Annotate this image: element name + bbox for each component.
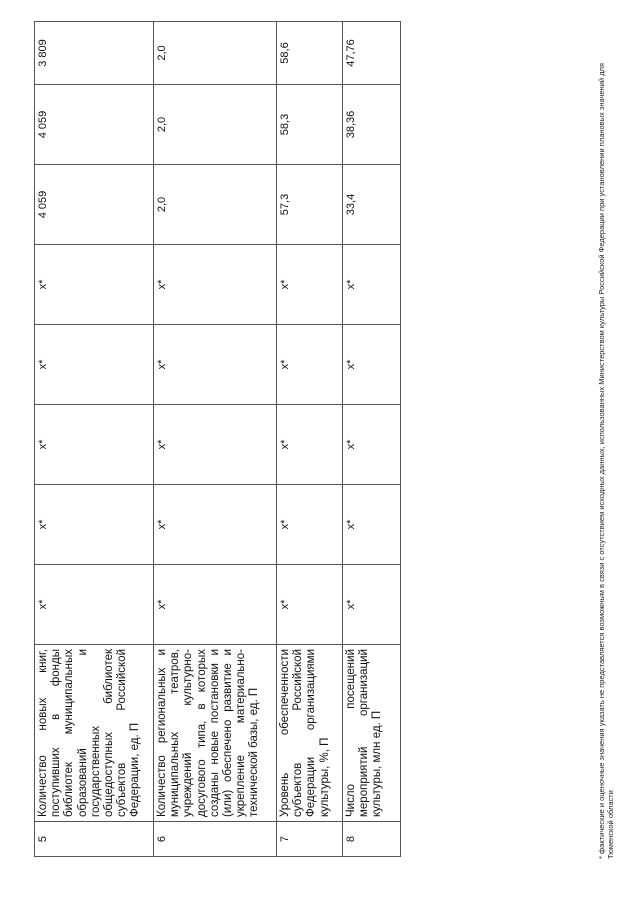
value-cell: x* (154, 405, 277, 485)
table-row (343, 22, 401, 857)
value-cell: 47,76 (343, 22, 401, 85)
value-cell: 2,0 (154, 85, 277, 165)
value-cell: x* (343, 565, 401, 645)
value-cell: x* (277, 405, 343, 485)
table-row (154, 22, 277, 857)
table-row (35, 22, 154, 857)
row-number: 7 (277, 822, 343, 857)
indicator-name: Количество региональных и муниципальных театров, учреждений культурно-досугового типа, в которых созданы новые постановки и (или) обеспечено развитие и укрепление материально-технической базы, ед. П (154, 645, 277, 822)
value-cell: x* (35, 485, 154, 565)
value-cell: x* (343, 325, 401, 405)
value-cell: 4 059 (35, 85, 154, 165)
value-cell: 33,4 (343, 165, 401, 245)
value-cell: 2,0 (154, 22, 277, 85)
value-cell: 58,3 (277, 85, 343, 165)
table-row (277, 22, 343, 857)
value-cell: x* (277, 485, 343, 565)
value-cell: x* (154, 325, 277, 405)
value-cell: x* (35, 565, 154, 645)
indicators-table (34, 21, 401, 857)
indicator-name: Уровень обеспеченности субъектов Российской Федерации организациями культуры, %, П (277, 645, 343, 822)
value-cell: x* (343, 245, 401, 325)
value-cell: 4 059 (35, 165, 154, 245)
value-cell: x* (35, 245, 154, 325)
value-cell: x* (154, 245, 277, 325)
value-cell: x* (277, 325, 343, 405)
value-cell: 57,3 (277, 165, 343, 245)
indicator-name: Число посещений мероприятий организаций культуры, млн ед. П (343, 645, 401, 822)
row-number: 8 (343, 822, 401, 857)
value-cell: 58,6 (277, 22, 343, 85)
row-number: 6 (154, 822, 277, 857)
value-cell: 38,36 (343, 85, 401, 165)
value-cell: 3 809 (35, 22, 154, 85)
row-number: 5 (35, 822, 154, 857)
indicator-name: Количество новых книг, поступивших в фонды библиотек муниципальных образований и государственных общедоступных библиотек субъектов Российской Федерации, ед. П (35, 645, 154, 822)
value-cell: x* (154, 565, 277, 645)
value-cell: x* (35, 405, 154, 485)
value-cell: x* (154, 485, 277, 565)
footnote: * фактические и оценочные значения указать не представляется возможным в связи с отсутствием исходных данных, использованных Министерством культуры Российской Федерации при установлении плановых значений для Тюменской области (597, 63, 615, 859)
value-cell: 2,0 (154, 165, 277, 245)
value-cell: x* (343, 405, 401, 485)
value-cell: x* (277, 565, 343, 645)
table-body (35, 22, 401, 857)
value-cell: x* (343, 485, 401, 565)
value-cell: x* (277, 245, 343, 325)
value-cell: x* (35, 325, 154, 405)
